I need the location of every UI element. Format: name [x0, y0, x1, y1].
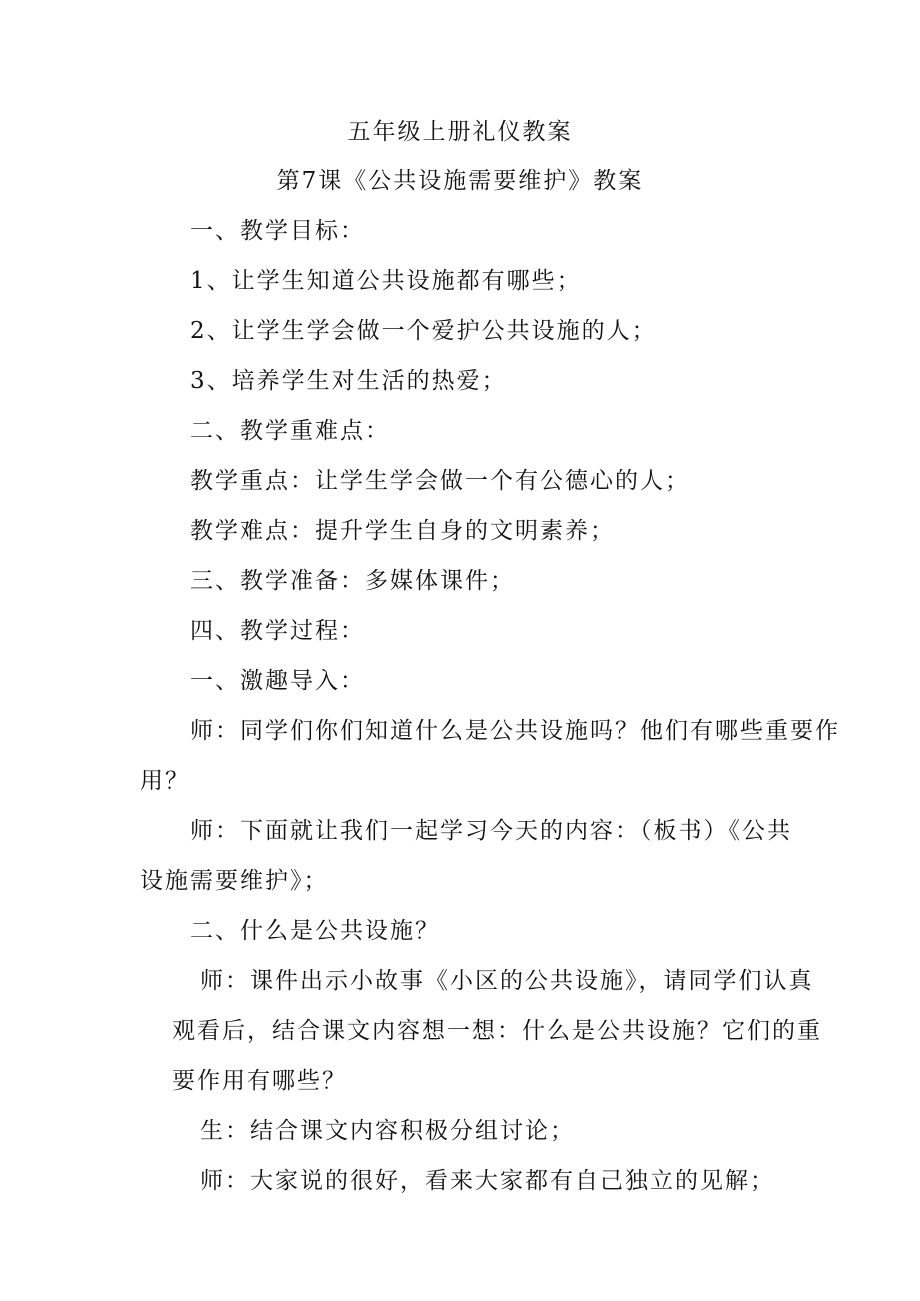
paragraph-line: 要作用有哪些？ — [172, 1068, 347, 1094]
paragraph-line: 师：大家说的很好，看来大家都有自己独立的见解； — [200, 1168, 775, 1194]
subsection-heading-what-is: 二、什么是公共设施？ — [190, 918, 440, 944]
objective-item-3: 3、培养学生对生活的热爱； — [190, 368, 507, 394]
difficult-point: 教学难点：提升学生自身的文明素养； — [190, 518, 615, 544]
paragraph-line: 观看后，结合课文内容想一想：什么是公共设施？它们的重 — [172, 1018, 822, 1044]
paragraph-line: 师：课件出示小故事《小区的公共设施》，请同学们认真 — [200, 968, 814, 994]
section-heading-process: 四、教学过程： — [190, 618, 365, 644]
key-point: 教学重点：让学生学会做一个有公德心的人； — [190, 468, 690, 494]
paragraph-line: 用？ — [140, 768, 190, 794]
paragraph-line: 生：结合课文内容积极分组讨论； — [200, 1118, 575, 1144]
document-title: 五年级上册礼仪教案 — [347, 119, 573, 145]
section-heading-objectives: 一、教学目标： — [190, 218, 365, 244]
section-heading-key-points: 二、教学重难点： — [190, 418, 390, 444]
subsection-heading-intro: 一、激趣导入： — [190, 668, 365, 694]
paragraph-line: 师：下面就让我们一起学习今天的内容：（板书）《公共 — [190, 818, 792, 844]
paragraph-line: 师：同学们你们知道什么是公共设施吗？他们有哪些重要作 — [190, 718, 840, 744]
objective-item-2: 2、让学生学会做一个爱护公共设施的人； — [190, 318, 657, 344]
section-heading-preparation: 三、教学准备：多媒体课件； — [190, 568, 515, 594]
objective-item-1: 1、让学生知道公共设施都有哪些； — [190, 268, 582, 294]
document-subtitle: 第7课《公共设施需要维护》教案 — [276, 168, 644, 194]
paragraph-line: 设施需要维护》； — [140, 868, 329, 894]
